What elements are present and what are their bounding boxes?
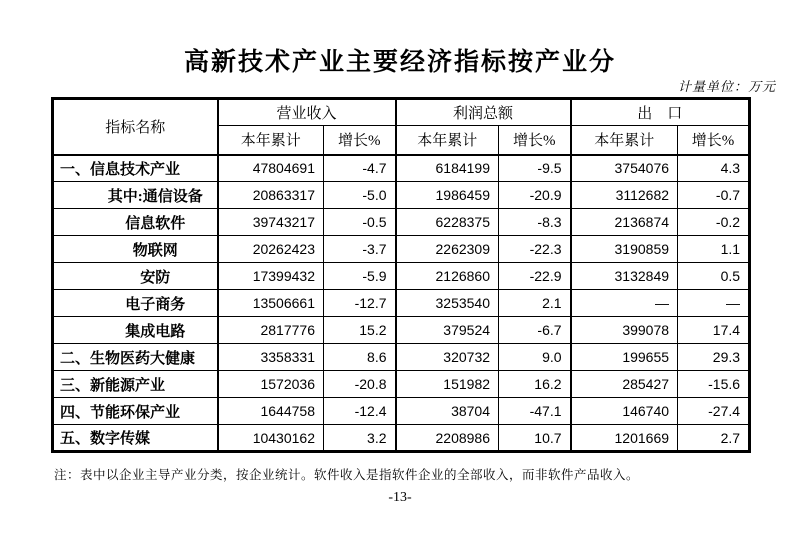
header-group-export: 出 口 [571,99,750,126]
unit-note: 计量单位：万元 [677,79,776,94]
row-label: 四、节能环保产业 [53,398,218,425]
cell-revenue-growth: -5.9 [324,263,396,290]
header-export-total: 本年累计 [571,126,678,155]
table-header [53,99,750,155]
header-profit-growth: 增长% [499,126,571,155]
table-row [53,371,750,398]
cell-revenue-growth: -0.5 [324,209,396,236]
cell-export-growth: -15.6 [678,371,750,398]
cell-revenue-total: 47804691 [218,155,324,182]
row-label: 物联网 [53,236,218,263]
row-label: 一、信息技术产业 [53,155,218,182]
cell-profit-total: 6184199 [396,155,499,182]
cell-export-total: 199655 [571,344,678,371]
cell-profit-total: 320732 [396,344,499,371]
row-label: 信息软件 [53,209,218,236]
table-row [53,344,750,371]
table-row [53,425,750,452]
cell-export-growth: 17.4 [678,317,750,344]
table-row [53,290,750,317]
cell-profit-total: 3253540 [396,290,499,317]
cell-revenue-growth: -3.7 [324,236,396,263]
cell-profit-growth: 16.2 [499,371,571,398]
cell-profit-total: 379524 [396,317,499,344]
row-label: 电子商务 [53,290,218,317]
cell-export-total: 1201669 [571,425,678,452]
cell-profit-total: 2262309 [396,236,499,263]
cell-profit-growth: -20.9 [499,182,571,209]
cell-revenue-growth: -20.8 [324,371,396,398]
cell-profit-total: 2126860 [396,263,499,290]
table-row [53,182,750,209]
cell-profit-growth: -6.7 [499,317,571,344]
cell-revenue-total: 39743217 [218,209,324,236]
cell-export-total: 3190859 [571,236,678,263]
header-group-revenue: 营业收入 [218,99,396,126]
page-title: 高新技术产业主要经济指标按产业分 [183,48,616,76]
cell-export-growth: -0.2 [678,209,750,236]
cell-revenue-growth: -5.0 [324,182,396,209]
header-indicator-name: 指标名称 [53,99,218,155]
header-group-row [53,99,750,126]
cell-export-growth: 0.5 [678,263,750,290]
table-body [53,155,750,452]
cell-export-growth: -27.4 [678,398,750,425]
cell-revenue-total: 20262423 [218,236,324,263]
cell-revenue-total: 10430162 [218,425,324,452]
cell-revenue-total: 2817776 [218,317,324,344]
cell-export-total: 3132849 [571,263,678,290]
cell-export-total: 3754076 [571,155,678,182]
indicators-table-wrap [51,97,751,453]
cell-revenue-growth: 8.6 [324,344,396,371]
cell-profit-growth: -8.3 [499,209,571,236]
cell-revenue-total: 20863317 [218,182,324,209]
cell-export-total: 285427 [571,371,678,398]
cell-profit-growth: -22.9 [499,263,571,290]
table-row [53,209,750,236]
cell-export-total: — [571,290,678,317]
cell-export-total: 146740 [571,398,678,425]
header-export-growth: 增长% [678,126,750,155]
cell-export-growth: -0.7 [678,182,750,209]
cell-export-growth: 2.7 [678,425,750,452]
row-label: 其中:通信设备 [53,182,218,209]
indicators-table [51,97,751,453]
cell-export-growth: 1.1 [678,236,750,263]
cell-profit-total: 38704 [396,398,499,425]
cell-export-growth: 29.3 [678,344,750,371]
cell-profit-total: 1986459 [396,182,499,209]
cell-export-growth: — [678,290,750,317]
cell-revenue-growth: 3.2 [324,425,396,452]
table-row [53,317,750,344]
row-label: 三、新能源产业 [53,371,218,398]
cell-profit-growth: 9.0 [499,344,571,371]
cell-revenue-growth: -12.4 [324,398,396,425]
cell-export-total: 2136874 [571,209,678,236]
table-row [53,236,750,263]
cell-profit-growth: -22.3 [499,236,571,263]
footnote: 注：表中以企业主导产业分类，按企业统计。软件收入是指软件企业的全部收入，而非软件产品收入。 [54,468,640,482]
cell-revenue-total: 1572036 [218,371,324,398]
page-number: -13- [388,490,412,505]
cell-revenue-total: 17399432 [218,263,324,290]
cell-export-total: 399078 [571,317,678,344]
table-row [53,398,750,425]
cell-export-growth: 4.3 [678,155,750,182]
row-label: 二、生物医药大健康 [53,344,218,371]
row-label: 集成电路 [53,317,218,344]
cell-profit-growth: 2.1 [499,290,571,317]
row-label: 五、数字传媒 [53,425,218,452]
header-profit-total: 本年累计 [396,126,499,155]
cell-profit-growth: 10.7 [499,425,571,452]
table-row [53,155,750,182]
cell-revenue-growth: -4.7 [324,155,396,182]
cell-profit-total: 2208986 [396,425,499,452]
table-row [53,263,750,290]
header-group-profit: 利润总额 [396,99,571,126]
cell-revenue-total: 3358331 [218,344,324,371]
cell-revenue-growth: 15.2 [324,317,396,344]
cell-revenue-growth: -12.7 [324,290,396,317]
header-revenue-total: 本年累计 [218,126,324,155]
row-label: 安防 [53,263,218,290]
cell-profit-total: 6228375 [396,209,499,236]
cell-export-total: 3112682 [571,182,678,209]
cell-profit-growth: -47.1 [499,398,571,425]
cell-profit-growth: -9.5 [499,155,571,182]
cell-profit-total: 151982 [396,371,499,398]
header-revenue-growth: 增长% [324,126,396,155]
cell-revenue-total: 1644758 [218,398,324,425]
cell-revenue-total: 13506661 [218,290,324,317]
